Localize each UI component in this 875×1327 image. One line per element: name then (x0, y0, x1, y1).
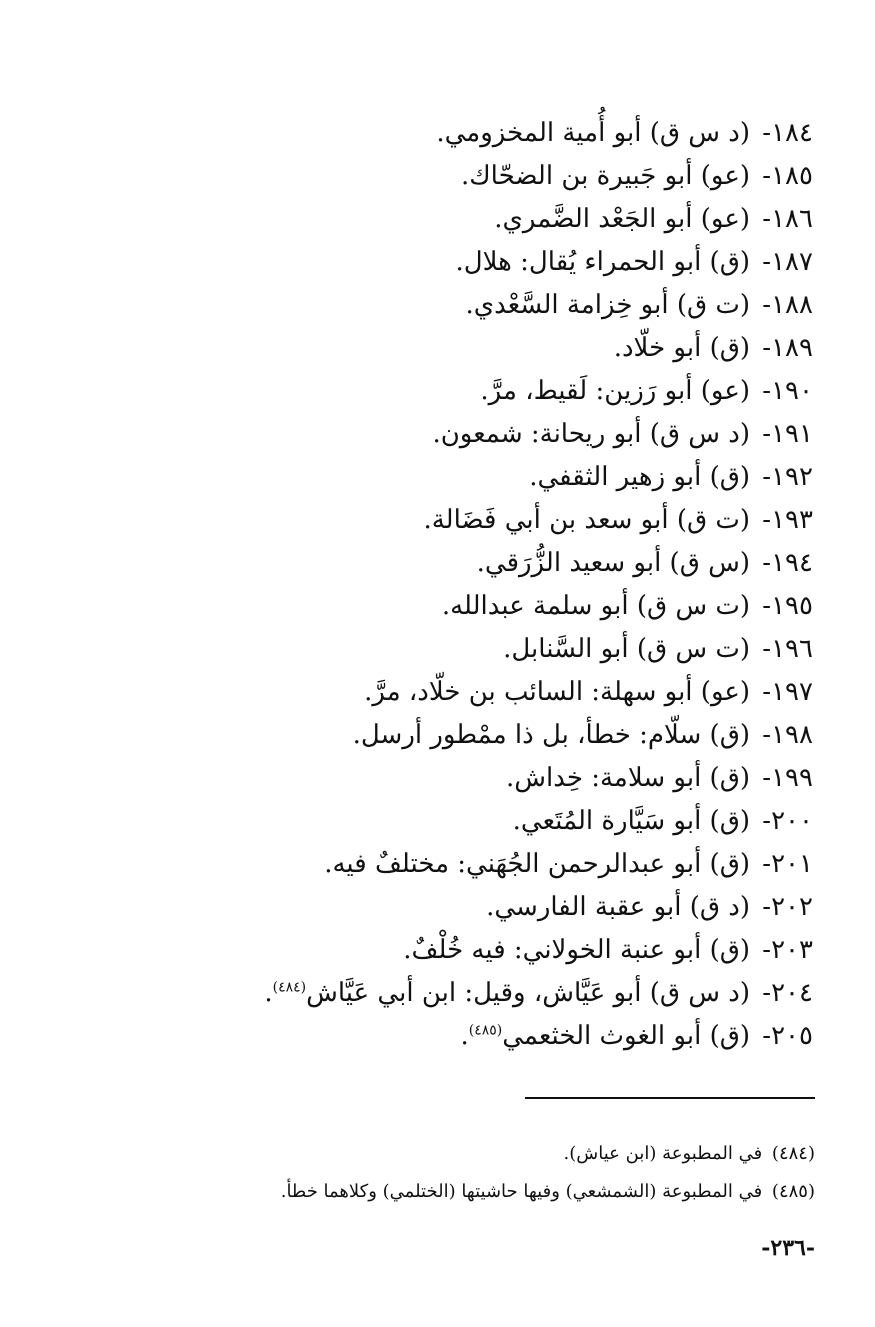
entry-number: ١٨٦- (762, 204, 813, 234)
entry-number: ١٩٣- (762, 505, 813, 535)
list-item (193, 628, 813, 671)
list-item (193, 757, 813, 800)
entry-text: (ق) سلّام: خطأ، بل ذا ممْطور أرسل. (352, 720, 751, 750)
list-item (193, 241, 813, 284)
entry-number: ١٨٩- (762, 333, 813, 363)
entry-text: (س ق) أبو سعيد الزُّرَقي. (476, 548, 751, 578)
list-item (193, 843, 813, 886)
entry-text: (ق) أبو الحمراء يُقال: هلال. (455, 247, 751, 277)
entry-text: (ت س ق) أبو السَّنابل. (503, 634, 751, 664)
footnote-text: في المطبوعة (الشمشعي) وفيها حاشيتها (الختلمي) وكلاهما خطأ. (280, 1181, 763, 1202)
narrator-list (193, 112, 813, 1058)
list-item (193, 112, 813, 155)
entry-number: ١٩٢- (762, 462, 813, 492)
entry-text: (ت ق) أبو خِزامة السَّعْدي. (465, 290, 751, 320)
entry-text: (ق) أبو سَيَّارة المُتَعي. (512, 806, 751, 836)
list-item (193, 886, 813, 929)
list-item (193, 456, 813, 499)
entry-text: (ق) أبو عنبة الخولاني: فيه خُلْفٌ. (403, 935, 751, 965)
entry-text: (ت ق) أبو سعد بن أبي فَضَالة. (423, 505, 751, 535)
list-item (193, 499, 813, 542)
entry-number: ١٩٦- (762, 634, 813, 664)
footnote-divider (525, 1097, 815, 1099)
entry-text: (د س ق) أبو ريحانة: شمعون. (432, 419, 751, 449)
footnote-reference: (٤٨٤) (272, 979, 307, 996)
list-item (193, 1015, 813, 1058)
entry-text: (ق) أبو الغوث الخثعمي (502, 1021, 751, 1051)
list-item (193, 929, 813, 972)
entry-text: (عو) أبو جَبيرة بن الضحّاك. (460, 161, 751, 191)
entry-text: (د ق) أبو عقبة الفارسي. (486, 892, 751, 922)
list-item (193, 155, 813, 198)
list-item (193, 413, 813, 456)
entry-number: ١٨٤- (762, 118, 813, 148)
entry-number: ١٩٤- (762, 548, 813, 578)
entry-number: ٢٠٤- (762, 978, 813, 1008)
entry-number: ١٩٥- (762, 591, 813, 621)
list-item (193, 800, 813, 843)
entry-number: ٢٠١- (762, 849, 813, 879)
footnote-text: في المطبوعة (ابن عياش). (563, 1143, 763, 1164)
entry-text: (ق) أبو سلامة: خِداش. (506, 763, 751, 793)
page-number: -٢٣٦- (761, 1235, 815, 1261)
footnotes (195, 1135, 815, 1211)
footnote-reference: (٤٨٥) (468, 1022, 503, 1039)
entry-number: ١٩٧- (762, 677, 813, 707)
list-item (193, 370, 813, 413)
footnote (195, 1173, 815, 1211)
footnote-number: (٤٨٥) (771, 1181, 815, 1202)
list-item (193, 327, 813, 370)
entry-number: ١٨٥- (762, 161, 813, 191)
entry-text: (د س ق) أبو أُمية المخزومي. (436, 118, 751, 148)
entry-text: (ت س ق) أبو سلمة عبدالله. (441, 591, 751, 621)
entry-number: ١٩٠- (762, 376, 813, 406)
entry-number: ١٩٨- (762, 720, 813, 750)
entry-number: ١٩٩- (762, 763, 813, 793)
list-item (193, 284, 813, 327)
entry-number: ٢٠٥- (762, 1021, 813, 1051)
entry-number: ٢٠٠- (762, 806, 813, 836)
entry-end-mark: . (460, 1021, 469, 1051)
list-item (193, 198, 813, 241)
entry-text: (ق) أبو زهير الثقفي. (529, 462, 751, 492)
entry-number: ٢٠٣- (762, 935, 813, 965)
entry-text: (عو) أبو رَزين: لَقيط، مرَّ. (480, 376, 751, 406)
entry-text: (عو) أبو الجَعْد الضَّمري. (494, 204, 751, 234)
entry-number: ١٨٨- (762, 290, 813, 320)
list-item (193, 542, 813, 585)
entry-text: (ق) أبو عبدالرحمن الجُهَني: مختلفٌ فيه. (324, 849, 751, 879)
entry-text: (ق) أبو خلّاد. (613, 333, 751, 363)
footnote-number: (٤٨٤) (771, 1143, 815, 1164)
entry-end-mark: . (264, 978, 273, 1008)
entry-number: ٢٠٢- (762, 892, 813, 922)
list-item (193, 585, 813, 628)
entry-text: (د س ق) أبو عَيَّاش، وقيل: ابن أبي عَيَّاش (306, 978, 751, 1008)
list-item (193, 714, 813, 757)
list-item (193, 972, 813, 1015)
entry-number: ١٨٧- (762, 247, 813, 277)
list-item (193, 671, 813, 714)
entry-text: (عو) أبو سهلة: السائب بن خلّاد، مرَّ. (364, 677, 751, 707)
entry-number: ١٩١- (762, 419, 813, 449)
footnote (195, 1135, 815, 1173)
